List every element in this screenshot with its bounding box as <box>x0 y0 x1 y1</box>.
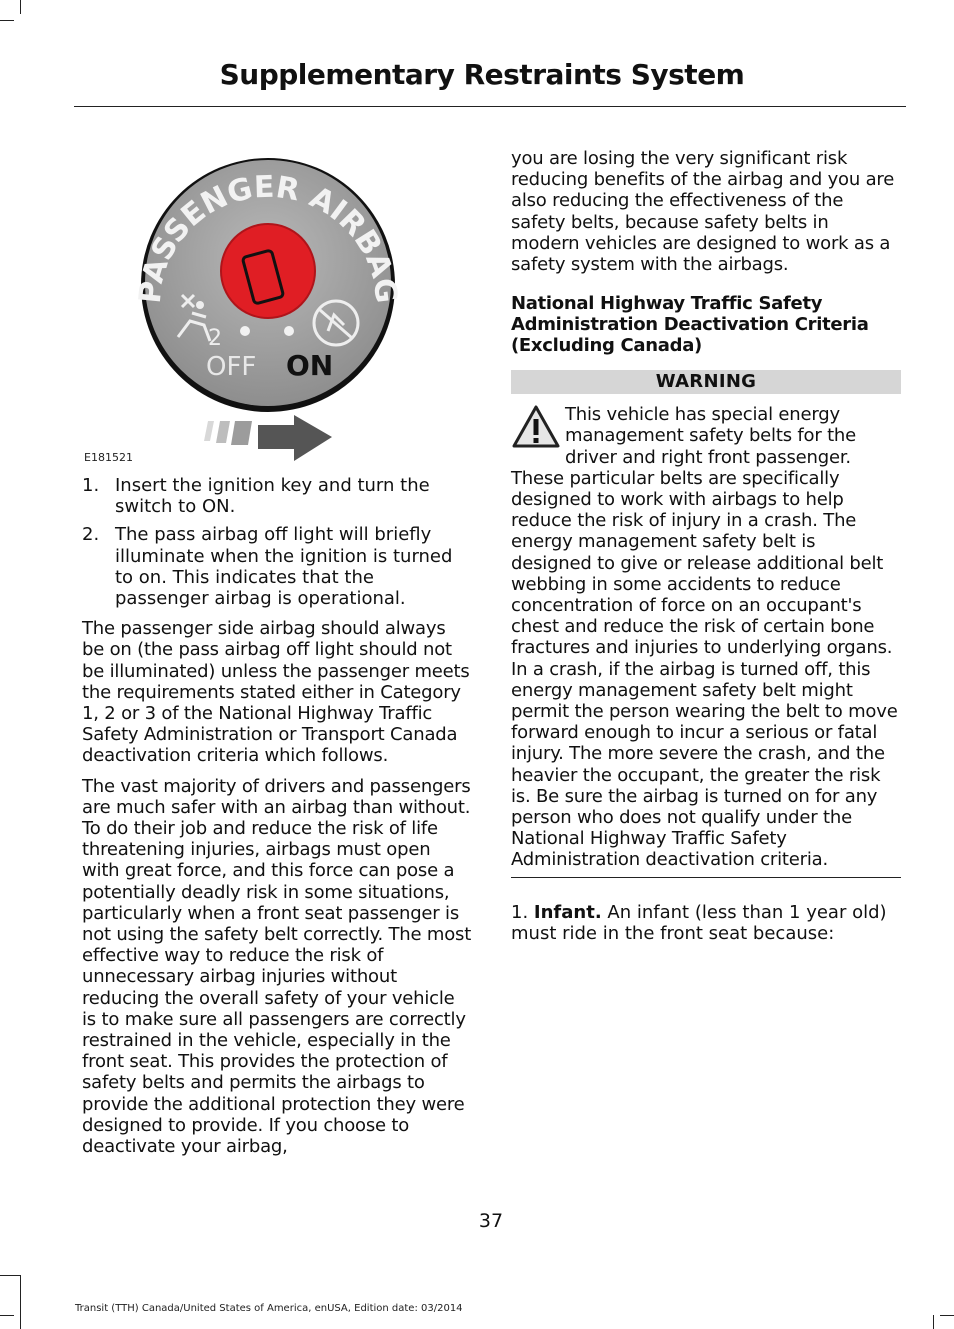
right-column <box>511 148 901 944</box>
airbag-indicator-figure <box>82 145 472 475</box>
page-title: Supplementary Restraints System <box>219 58 745 91</box>
warning-text: This vehicle has special energy management safety belts for the driver and right front passenger. These particular belts are specifically designed to work with airbags to help reduce the risk of injury in a crash. The energy management safety belt is designed to give or release additional belt webbing in some accidents to reduce concentration of force on an occupant's chest and reduce the risk of certain bone fractures and injuries to underlying organs. In a crash, if the airbag is turned off, this energy management safety belt might permit the person wearing the belt to move forward enough to incur a serious or fatal injury. The more severe the crash, and the heavier the occupant, the greater the risk is. Be sure the airbag is turned on for any person who does not qualify under the National Highway Traffic Safety Administration deactivation criteria. <box>511 404 898 871</box>
step-number: 2. <box>82 524 100 546</box>
warning-box <box>511 404 901 870</box>
crop-mark-bottom-left-tick <box>0 1315 14 1316</box>
page-number: 37 <box>478 1210 504 1232</box>
paragraph-continued: you are losing the very significant risk reducing benefits of the airbag and you are also reducing the effectiveness of the safety belts, because safety belts in modern vehicles are designed to work as a safety system with the airbags. <box>511 148 895 276</box>
on-label: ON <box>286 349 334 382</box>
infant-criteria <box>511 902 901 944</box>
footer-edition: Transit (TTH) Canada/United States of America, enUSA, Edition date: 03/2014 <box>75 1303 463 1314</box>
paragraph-airbag-should-be-on: The passenger side airbag should always be on (the pass airbag off light should not be illuminated) unless the passenger meets the requirements stated either in Category 1, 2 or 3 of the National Highway Traffic Safety Administration or Transport Canada deactivation criteria which follows. <box>82 618 470 767</box>
warning-end-rule <box>511 877 901 878</box>
section-subheading: National Highway Traffic Safety Administration Deactivation Criteria (Excluding Canada) <box>511 293 869 357</box>
status-dot-left <box>240 326 250 336</box>
warning-triangle-icon <box>511 404 561 450</box>
steps-list <box>82 475 472 609</box>
seat-number: 2 <box>208 326 222 351</box>
infant-number: 1. <box>511 901 529 923</box>
off-label: OFF <box>206 352 257 382</box>
figure-label: E181521 <box>84 451 133 464</box>
list-item <box>82 475 472 517</box>
crop-mark-top-left-v <box>20 0 21 14</box>
crop-mark-bottom-left-v <box>20 1275 21 1329</box>
list-item <box>82 524 472 609</box>
crop-mark-top-left-h <box>0 20 14 21</box>
status-dot-right <box>284 326 294 336</box>
rotation-arrow <box>204 415 332 461</box>
crop-mark-bottom-right-h <box>940 1315 954 1316</box>
step-text: The pass airbag off light will briefly illuminate when the ignition is turned to on. This indicates that the passenger airbag is operational. <box>115 524 453 610</box>
crop-mark-bottom-left-h <box>0 1275 20 1276</box>
step-text: Insert the ignition key and turn the switch to ON. <box>115 475 430 518</box>
crop-mark-bottom-right-v1 <box>933 1315 934 1329</box>
infant-text: An infant (less than 1 year old) must ride in the front seat because: <box>511 901 887 944</box>
warning-title: WARNING <box>511 370 901 394</box>
ring-label: PASSENGER AIRBAG <box>132 169 404 305</box>
airbag-light-red <box>221 224 315 318</box>
left-column <box>82 145 472 1166</box>
paragraph-airbag-safety: The vast majority of drivers and passengers are much safer with an airbag than without. To do their job and reduce the risk of life threatening injuries, airbags must open with great force, and this force can pose a potentially deadly risk in some situations, particularly when a front seat passenger is not using the safety belt correctly. The most effective way to reduce the risk of unnecessary airbag injuries without reducing the overall safety of your vehicle is to make sure all passengers are correctly restrained in the vehicle, especially in the front seat. This provides the protection of safety belts and permits the airbags to provide the additional protection they were designed to provide. If you choose to deactivate your airbag, <box>82 775 472 1158</box>
airbag-indicator-illustration <box>82 145 472 475</box>
header-rule <box>74 106 906 107</box>
infant-label: Infant. <box>533 901 602 923</box>
step-number: 1. <box>82 475 100 496</box>
